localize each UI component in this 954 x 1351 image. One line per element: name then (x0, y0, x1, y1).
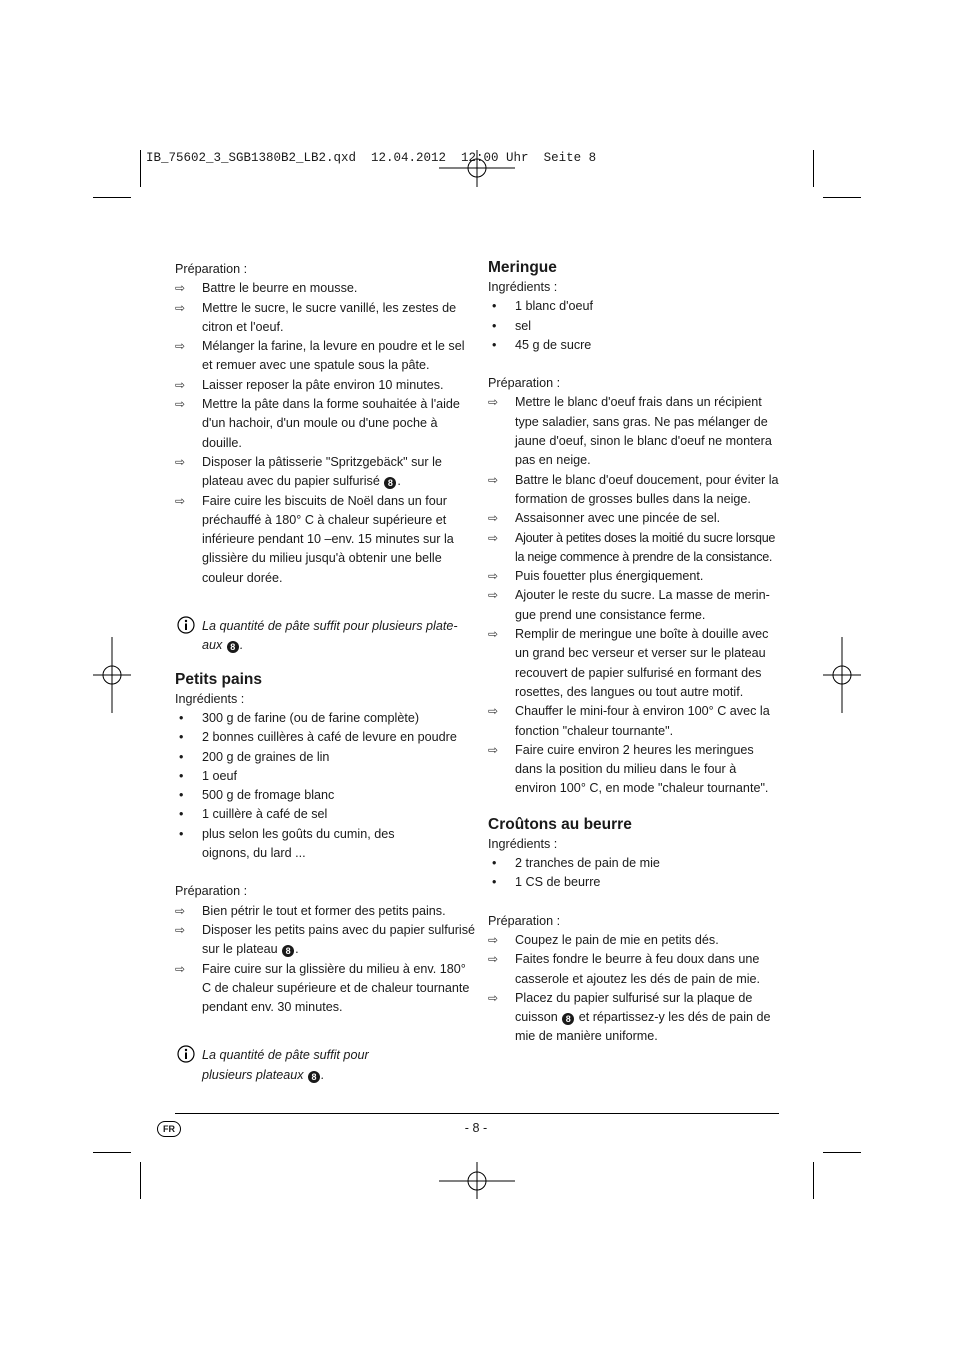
footer-rule (175, 1113, 779, 1114)
step-item: ⇨ Battre le blanc d'oeuf doucement, pour éviter la formation de grosses bulles dans la neige. (488, 472, 779, 506)
preparation-label: Préparation : (488, 376, 561, 391)
bullet-icon: • (179, 730, 184, 745)
arrow-right-icon: ⇨ (488, 395, 499, 410)
step-item: ⇨ Mettre le blanc d'oeuf frais dans un récipient type saladier, sans gras. Ne pas mélanger de jaune d'oeuf, sinon le blanc d'oeuf ne montera pas en neige. (488, 395, 772, 468)
left-column (175, 260, 475, 1085)
arrow-right-icon: ⇨ (488, 704, 499, 719)
language-badge: FR (157, 1121, 181, 1137)
arrow-right-icon: ⇨ (175, 377, 186, 392)
step-item: ⇨ Remplir de meringue une boîte à douille avec un grand bec verseur et verser sur le plateau recouvert de papier sulfurisé en formant des rosettes, des langues ou tout autre motif. (488, 627, 769, 699)
step-item: ⇨ Ajouter le reste du sucre. La masse de merin-gue prend une consistance ferme. (488, 588, 770, 622)
tray-number-marker: 8 (282, 945, 294, 957)
bullet-icon: • (179, 826, 184, 841)
tray-number-marker: 8 (562, 1013, 574, 1025)
preparation-label: Préparation : (175, 262, 248, 276)
ingredient-item: • 2 bonnes cuillères à café de levure en poudre (175, 728, 475, 747)
section-title: Meringue (488, 259, 557, 276)
arrow-right-icon: ⇨ (488, 932, 499, 947)
bullet-icon: • (179, 788, 184, 803)
ingredient-item: • 1 CS de beurre (488, 873, 780, 892)
ingredient-item: • plus selon les goûts du cumin, des oignons, du lard ... (175, 825, 475, 864)
ingredient-item: • 1 cuillère à café de sel (175, 805, 475, 824)
preparation-label: Préparation : (175, 884, 248, 899)
ingredient-item: • 500 g de fromage blanc (175, 786, 475, 805)
info-icon (177, 616, 195, 634)
step-item: ⇨ Disposer les petits pains avec du papier sulfurisé sur le plateau 8 . (175, 922, 476, 957)
arrow-right-icon: ⇨ (488, 627, 499, 642)
section-title: Croûtons au beurre (488, 815, 632, 833)
step-item: ⇨ Mettre la pâte dans la forme souhaitée à l'aide d'un hachoir, d'un moule ou d'une poche à douille. (175, 397, 460, 450)
bullet-icon: • (492, 299, 497, 314)
ingredient-item: • 300 g de farine (ou de farine complète) (175, 709, 475, 728)
arrow-right-icon: ⇨ (488, 511, 499, 526)
step-item: ⇨ Placez du papier sulfurisé sur la plaque de cuisson 8 et répartissez-y les dés de pain de mie de manière uniforme. (488, 990, 771, 1044)
arrow-right-icon: ⇨ (175, 961, 186, 976)
page-number: - 8 - (464, 1121, 488, 1135)
bullet-icon: • (492, 875, 497, 890)
step-item: ⇨ Bien pétrir le tout et former des petits pains. (175, 902, 475, 921)
ingredients-label: Ingrédients : (175, 691, 245, 706)
step-item: ⇨ Puis fouetter plus énergiquement. (488, 567, 780, 586)
info-note: La quantité de pâte suffit pour plusieurs plateaux 8 . (175, 1046, 475, 1085)
arrow-right-icon: ⇨ (488, 530, 498, 545)
tray-number-marker: 8 (308, 1071, 320, 1083)
step-item: ⇨ Coupez le pain de mie en petits dés. (488, 931, 780, 950)
tray-number-marker: 8 (227, 641, 239, 653)
step-item: ⇨ Faire cuire sur la glissière du milieu à env. 180° C de chaleur supérieure et de chaleur tournante pendant env. 30 minutes. (175, 961, 470, 1015)
step-item: ⇨ Ajouter à petites doses la moitié du sucre lorsque la neige commence à prendre de la consistance. (488, 530, 776, 564)
arrow-right-icon: ⇨ (488, 569, 499, 584)
arrow-right-icon: ⇨ (175, 903, 186, 918)
arrow-right-icon: ⇨ (175, 454, 186, 469)
file-header: IB_75602_3_SGB1380B2_LB2.qxd 12.04.2012 12:00 Uhr Seite 8 (146, 151, 597, 165)
step-item: ⇨ Chauffer le mini-four à environ 100° C avec la fonction "chaleur tournante". (488, 704, 770, 738)
arrow-right-icon: ⇨ (488, 742, 499, 757)
step-item: ⇨ Faire cuire environ 2 heures les meringues dans la position du milieu dans le four à environ 100° C, en mode "chaleur tournante". (488, 742, 769, 796)
preparation-label: Préparation : (488, 913, 561, 928)
bullet-icon: • (179, 710, 184, 725)
section-title: Petits pains (175, 670, 262, 688)
info-note: La quantité de pâte suffit pour plusieurs plate-aux 8 . (175, 617, 475, 656)
arrow-right-icon: ⇨ (175, 281, 186, 296)
arrow-right-icon: ⇨ (175, 339, 186, 354)
bullet-icon: • (492, 856, 497, 871)
step-item: ⇨ Battre le beurre en mousse. (175, 279, 475, 298)
ingredient-item: • 1 oeuf (175, 767, 475, 786)
bullet-icon: • (492, 337, 497, 352)
step-item: ⇨ Faites fondre le beurre à feu doux dans une casserole et ajoutez les dés de pain de mie. (488, 952, 761, 986)
bullet-icon: • (179, 749, 184, 764)
ingredient-item: • sel (488, 317, 780, 336)
arrow-right-icon: ⇨ (488, 952, 499, 967)
step-item: ⇨ Faire cuire les biscuits de Noël dans un four préchauffé à 180° C à chaleur supérieure et inférieure pendant 10 –env. 15 minutes sur la glissière du milieu jusqu'à obtenir une belle couleur dorée. (175, 493, 454, 585)
ingredient-item: • 200 g de graines de lin (175, 748, 475, 767)
bullet-icon: • (179, 768, 184, 783)
arrow-right-icon: ⇨ (488, 472, 499, 487)
arrow-right-icon: ⇨ (175, 922, 186, 937)
step-item: ⇨ Disposer la pâtisserie "Spritzgebäck" sur le plateau avec du papier sulfurisé 8 . (175, 454, 442, 489)
step-item: ⇨ Mélanger la farine, la levure en poudre et le sel et remuer avec une spatule sous la pâte. (175, 339, 465, 373)
arrow-right-icon: ⇨ (175, 493, 186, 508)
ingredient-item: • 1 blanc d'oeuf (488, 297, 780, 316)
bullet-icon: • (179, 807, 184, 822)
ingredient-item: • 2 tranches de pain de mie (488, 854, 780, 873)
tray-number-marker: 8 (384, 477, 396, 489)
arrow-right-icon: ⇨ (488, 990, 499, 1005)
info-icon (177, 1045, 195, 1063)
step-item: ⇨ Laisser reposer la pâte environ 10 minutes. (175, 376, 475, 395)
ingredients-label: Ingrédients : (488, 280, 558, 294)
arrow-right-icon: ⇨ (175, 300, 186, 315)
bullet-icon: • (492, 318, 497, 333)
ingredients-label: Ingrédients : (488, 836, 558, 851)
step-item: ⇨ Assaisonner avec une pincée de sel. (488, 509, 780, 528)
arrow-right-icon: ⇨ (175, 397, 186, 412)
arrow-right-icon: ⇨ (488, 588, 499, 603)
step-item: ⇨ Mettre le sucre, le sucre vanillé, les zestes de citron et l'oeuf. (175, 300, 457, 334)
ingredient-item: • 45 g de sucre (488, 336, 780, 355)
right-column (488, 258, 780, 1047)
